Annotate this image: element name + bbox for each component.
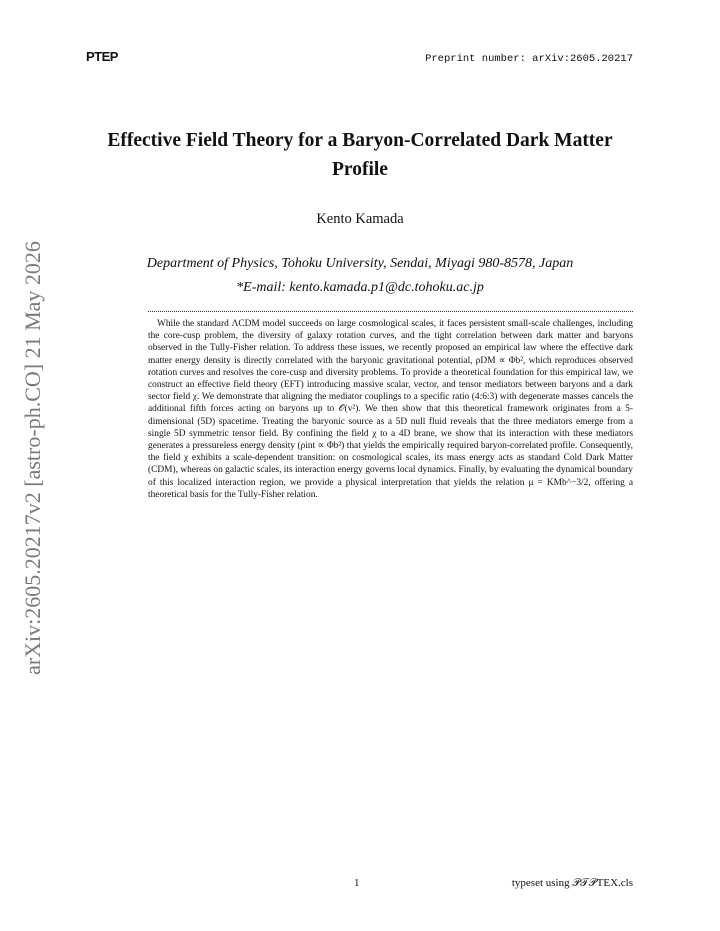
abstract-text: While the standard ΛCDM model succeeds on large cosmological scales, it faces persistent small-scale challenges, including the core-cusp problem, the diversity of galaxy rotation curves, and the tight correlation between dark matter and baryons observed in the Tully-Fisher relation. To address these issues, we recently proposed an empirical law where the effective dark matter energy density is directly correlated with the baryonic gravitational potential, ρDM ∝ Φb², which reproduces observed rotation curves and resolves the core-cusp and diversity problems. To provide a theoretical foundation for this empirical law, we construct an effective field theory (EFT) introducing massive scalar, vector, and tensor mediators between baryons and a dark sector field χ. We demonstrate that aligning the mediator couplings to a specific ratio (4:6:3) with degenerate masses cancels the additional fifth forces acting on baryons up to 𝒪(v²). We then show that this theoretical framework originates from a 5-dimensional (5D) spacetime. Treating the baryonic source as a 5D null fluid reveals that the three mediators emerge from a single 5D symmetric tensor field. By confining the field χ to a 4D brane, we show that its interaction with these mediators generates a pressureless energy density (ρint ∝ Φb²) that yields the empirically required baryon-correlated profile. Consequently, the field χ exhibits a scale-dependent transition: on cosmological scales, its mass energy acts as standard Cold Dark Matter (CDM), whereas on galactic scales, its interaction energy governs local dynamics. Finally, by evaluating the dynamical boundary of this localized interaction region, we provide a physical interpretation that yields the relation μ = KMb^−3/2, offering a theoretical basis for the Tully-Fisher relation. [148,319,633,500]
arxiv-identifier: arXiv:2605.20217v2 [astro-ph.CO] 21 May 2026 [20,241,45,675]
preprint-number: Preprint number: arXiv:2605.20217 [425,53,633,65]
page-number: 1 [354,877,360,889]
paper-author: Kento Kamada [316,211,404,227]
author-email: *E-mail: kento.kamada.p1@dc.tohoku.ac.jp [236,280,484,295]
typeset-note: typeset using 𝒫𝒯𝒫TEX.cls [511,877,633,889]
author-affiliation: Department of Physics, Tohoku University, Sendai, Miyagi 980-8578, Japan [146,256,574,271]
paper-title: Effective Field Theory for a Baryon-Correlated Dark Matter Profile [107,130,613,180]
arxiv-sidebar [20,228,46,688]
abstract-divider [148,305,633,312]
affiliation-block [70,252,650,300]
journal-logo: PTEP [86,49,118,64]
